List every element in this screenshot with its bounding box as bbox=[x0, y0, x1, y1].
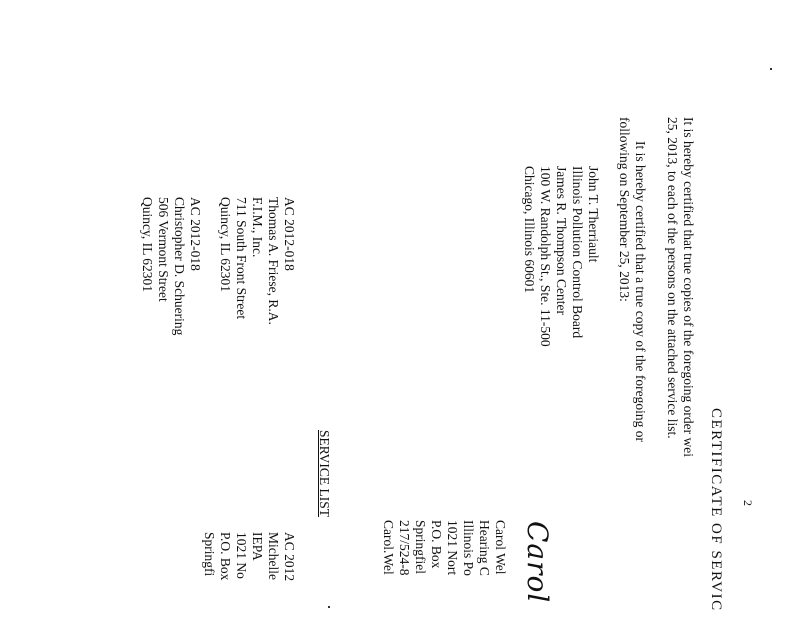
signer-line7: 217/524-8 bbox=[397, 520, 412, 576]
handwritten-signature: Carol bbox=[521, 521, 554, 604]
iepa-line3: IEPA bbox=[250, 532, 265, 561]
para1-line2: 25, 2013, to each of the persons on the attached service list. bbox=[665, 117, 680, 439]
recipient-line4: 100 W. Randolph St., Ste. 11-500 bbox=[538, 166, 553, 347]
recipient-line2: Illinois Pollution Control Board bbox=[570, 166, 585, 339]
signer-line2: Hearing C bbox=[477, 520, 492, 576]
friese-line4: 711 South Front Street bbox=[234, 197, 249, 320]
page-number: 2 bbox=[741, 500, 755, 506]
schuering-line2: Christopher D. Schuering bbox=[172, 197, 187, 336]
friese-line1: AC 2012-018 bbox=[282, 197, 297, 271]
iepa-line6: Springfi bbox=[202, 532, 217, 577]
certificate-title: CERTIFICATE OF SERVIC bbox=[708, 408, 724, 612]
iepa-line1: AC 2012 bbox=[282, 532, 297, 582]
scan-speck bbox=[328, 606, 330, 608]
signer-line5: P.O. Box bbox=[429, 520, 444, 569]
para2-line1: It is hereby certified that a true copy of the foregoing or bbox=[633, 141, 648, 443]
recipient-line1: John T. Therriault bbox=[586, 166, 601, 263]
signer-line6: Springfiel bbox=[413, 520, 428, 574]
iepa-line4: 1021 No bbox=[234, 532, 249, 579]
recipient-line5: Chicago, Illinois 60601 bbox=[522, 166, 537, 294]
signer-line8: Carol.Wel bbox=[381, 520, 396, 575]
service-list-heading: SERVICE LIST bbox=[317, 430, 332, 518]
para2-line2: following on September 25, 2013: bbox=[617, 117, 632, 302]
signer-line3: Illinois Po bbox=[461, 520, 476, 576]
schuering-line3: 506 Vermont Street bbox=[156, 197, 171, 302]
friese-line2: Thomas A. Friese, R.A. bbox=[266, 197, 281, 325]
schuering-line1: AC 2012-018 bbox=[188, 197, 203, 271]
signer-line4: 1021 Nort bbox=[445, 520, 460, 576]
para1-line1: It is hereby certified that true copies of the foregoing order wei bbox=[681, 117, 696, 457]
friese-line3: F.I.M., Inc. bbox=[250, 197, 265, 258]
schuering-line4: Quincy, IL 62301 bbox=[140, 197, 155, 292]
iepa-line5: P.O. Box bbox=[218, 532, 233, 581]
signer-line1: Carol Wel bbox=[493, 520, 508, 575]
recipient-line3: James R. Thompson Center bbox=[554, 166, 569, 315]
scan-speck bbox=[770, 68, 772, 70]
friese-line5: Quincy, IL 62301 bbox=[218, 197, 233, 292]
iepa-line2: Michelle bbox=[266, 532, 281, 580]
